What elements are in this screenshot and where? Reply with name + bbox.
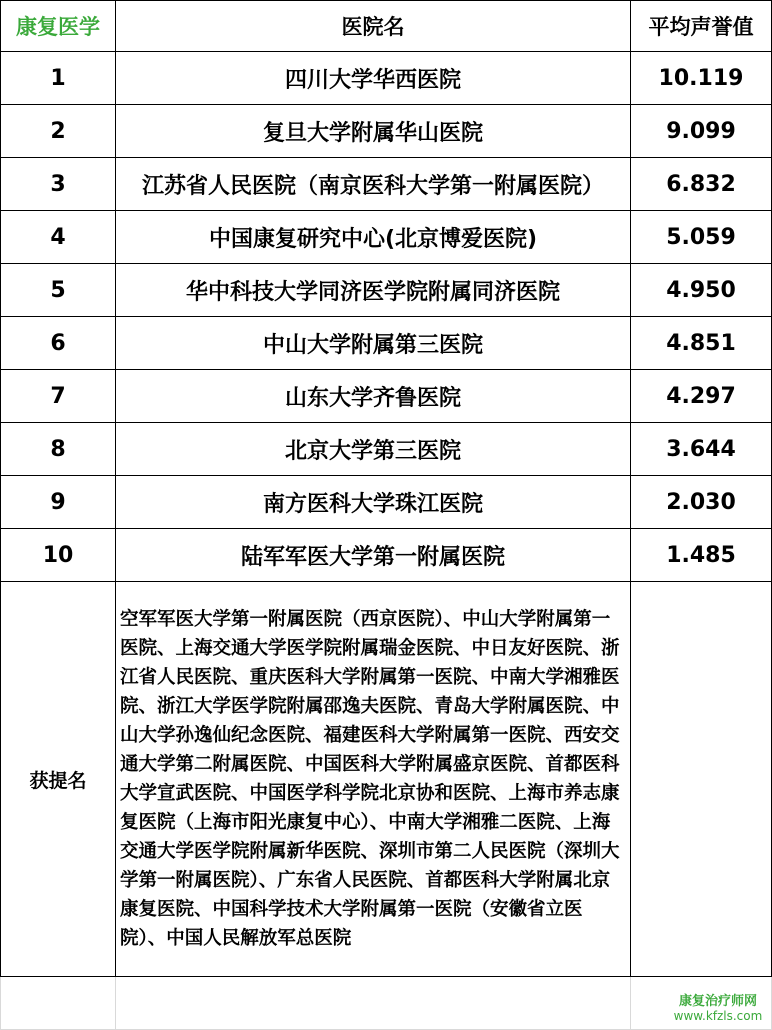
- site-watermark: [665, 994, 771, 1024]
- rank-cell: 3: [1, 158, 116, 211]
- ranking-table-body: [1, 1, 772, 1030]
- table-row: [1, 158, 772, 211]
- rank-cell: 9: [1, 476, 116, 529]
- table-row: [1, 370, 772, 423]
- table-row: [1, 264, 772, 317]
- blank-cell: [1, 977, 116, 1030]
- table-row: [1, 476, 772, 529]
- hospital-cell: 山东大学齐鲁医院: [116, 370, 631, 423]
- score-cell: 10.119: [631, 52, 772, 105]
- header-rank: 康复医学: [1, 1, 116, 52]
- rank-cell: 2: [1, 105, 116, 158]
- hospital-cell: 复旦大学附属华山医院: [116, 105, 631, 158]
- score-cell: 3.644: [631, 423, 772, 476]
- nominated-label: 获提名: [1, 582, 116, 977]
- rank-cell: 10: [1, 529, 116, 582]
- nominated-list: 空军军医大学第一附属医院（西京医院）、中山大学附属第一医院、上海交通大学医学院附属瑞金医院、中日友好医院、浙江省人民医院、重庆医科大学附属第一医院、中南大学湘雅医院、浙江大学医学院附属邵逸夫医院、青岛大学附属医院、中山大学孙逸仙纪念医院、福建医科大学附属第一医院、西安交通大学第二附属医院、中国医科大学附属盛京医院、首都医科大学宣武医院、中国医学科学院北京协和医院、上海市养志康复医院（上海市阳光康复中心）、中南大学湘雅二医院、上海交通大学医学院附属新华医院、深圳市第二人民医院（深圳大学第一附属医院）、广东省人民医院、首都医科大学附属北京康复医院、中国科学技术大学附属第一医院（安徽省立医院）、中国人民解放军总医院: [116, 582, 631, 977]
- hospital-cell: 中山大学附属第三医院: [116, 317, 631, 370]
- score-cell: 4.950: [631, 264, 772, 317]
- nominated-score-empty: [631, 582, 772, 977]
- score-cell: 4.851: [631, 317, 772, 370]
- table-row: [1, 423, 772, 476]
- rank-cell: 6: [1, 317, 116, 370]
- score-cell: 9.099: [631, 105, 772, 158]
- table-row: [1, 52, 772, 105]
- hospital-cell: 四川大学华西医院: [116, 52, 631, 105]
- score-cell: 6.832: [631, 158, 772, 211]
- blank-row: [1, 977, 772, 1030]
- rank-cell: 5: [1, 264, 116, 317]
- rank-cell: 4: [1, 211, 116, 264]
- watermark-site-name: 康复治疗师网: [678, 994, 757, 1009]
- hospital-cell: 陆军军医大学第一附属医院: [116, 529, 631, 582]
- header-hospital: 医院名: [116, 1, 631, 52]
- hospital-cell: 江苏省人民医院（南京医科大学第一附属医院）: [116, 158, 631, 211]
- hospital-cell: 南方医科大学珠江医院: [116, 476, 631, 529]
- header-row: [1, 1, 772, 52]
- blank-cell: [116, 977, 631, 1030]
- hospital-cell: 华中科技大学同济医学院附属同济医院: [116, 264, 631, 317]
- rank-cell: 1: [1, 52, 116, 105]
- score-cell: 2.030: [631, 476, 772, 529]
- score-cell: 4.297: [631, 370, 772, 423]
- hospital-cell: 北京大学第三医院: [116, 423, 631, 476]
- score-cell: 5.059: [631, 211, 772, 264]
- watermark-url: www.kfzls.com: [673, 1009, 763, 1023]
- nominated-row: [1, 582, 772, 977]
- rank-cell: 8: [1, 423, 116, 476]
- rank-cell: 7: [1, 370, 116, 423]
- table-row: [1, 105, 772, 158]
- header-score: 平均声誉值: [631, 1, 772, 52]
- hospital-cell: 中国康复研究中心(北京博爱医院): [116, 211, 631, 264]
- table-row: [1, 317, 772, 370]
- table-row: [1, 211, 772, 264]
- table-row: [1, 529, 772, 582]
- score-cell: 1.485: [631, 529, 772, 582]
